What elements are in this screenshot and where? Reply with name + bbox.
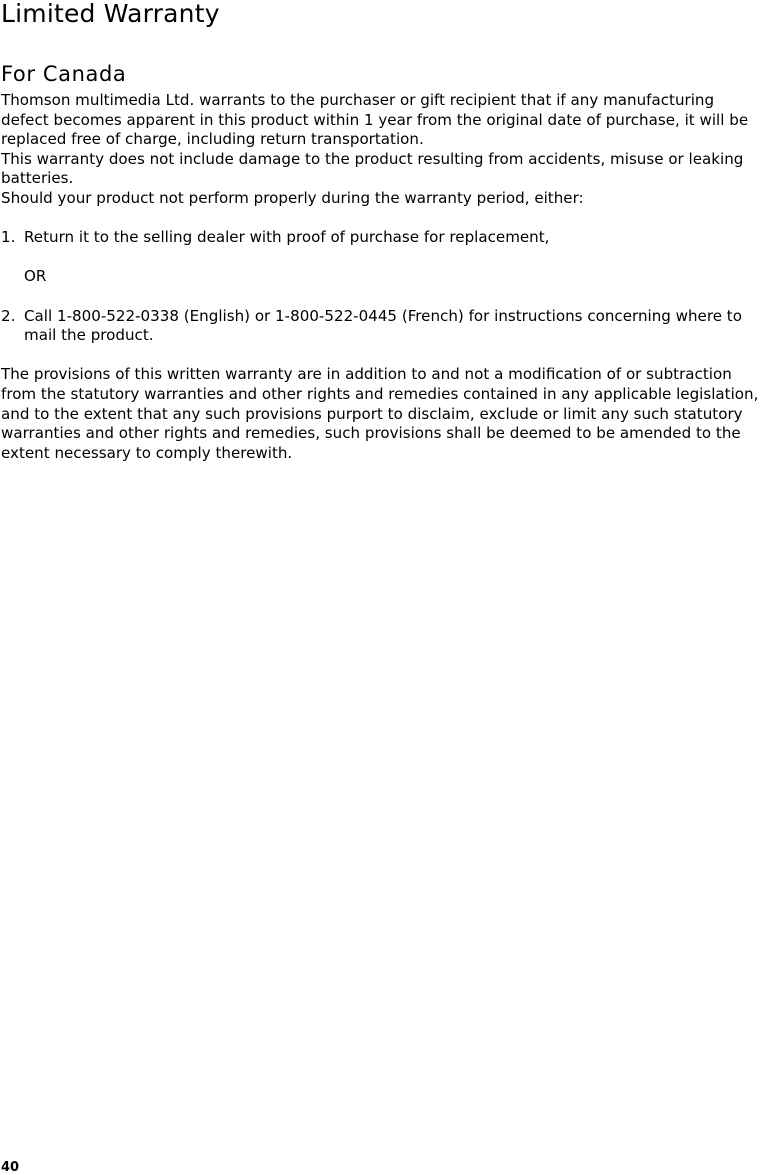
spacer: [1, 209, 764, 229]
warranty-paragraph: Thomson multimedia Ltd. warrants to the purchaser or gift recipient that if any manufacturing defect becomes apparent in this product within 1 year from the original date of purchase, it will be replaced free of charge, including return transportation.: [1, 91, 749, 149]
warranty-paragraph: Should your product not perform properly during the warranty period, either:: [1, 188, 584, 207]
list-item: [1, 307, 764, 346]
spacer: [1, 287, 764, 307]
page-number: 40: [1, 1160, 20, 1175]
spacer: [1, 248, 764, 268]
list-item: [1, 228, 764, 248]
page-title: Limited Warranty: [1, 0, 220, 28]
list-number: 2.: [1, 306, 16, 325]
closing-paragraph: The provisions of this written warranty are in addition to and not a modification of or subtraction from the statutory warranties and other rights and remedies contained in any applicable legislation, and to the extent that any such provisions purport to disclaim, exclude or limit any such statutory warranties and other rights and remedies, such provisions shall be deemed to be amended to the extent necessary to comply therewith.: [1, 365, 759, 462]
list-text: Return it to the selling dealer with proof of purchase for replacement,: [24, 228, 550, 247]
or-separator: OR: [24, 267, 47, 286]
spacer: [1, 346, 764, 366]
list-text: Call 1-800-522-0338 (English) or 1-800-522-0445 (French) for instructions concerning where to mail the product.: [24, 306, 742, 345]
warranty-body: [1, 91, 764, 463]
list-number: 1.: [1, 228, 16, 247]
section-title: For Canada: [1, 62, 127, 86]
warranty-paragraph: This warranty does not include damage to the product resulting from accidents, misuse or leaking batteries.: [1, 149, 744, 188]
